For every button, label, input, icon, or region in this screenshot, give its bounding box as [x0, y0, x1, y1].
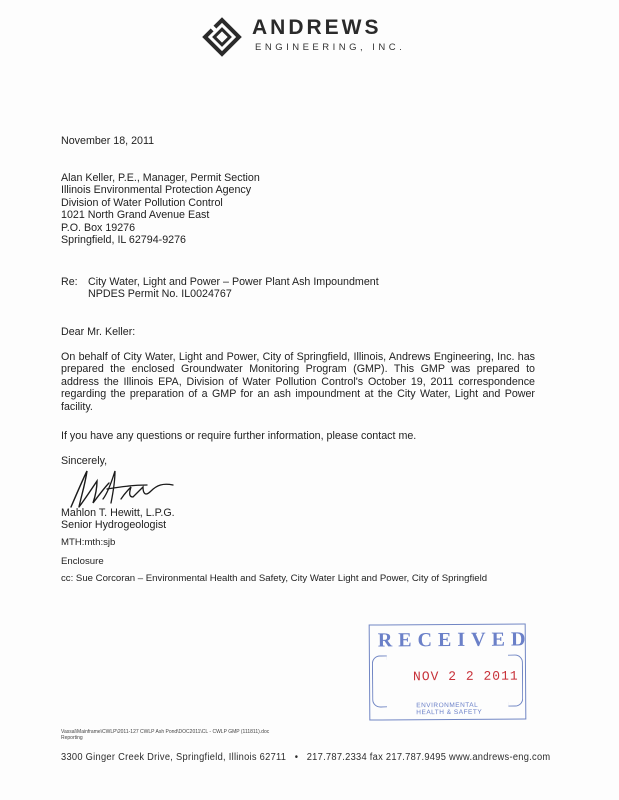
reference-initials: MTH:mth:sjb — [61, 537, 116, 548]
cc-line: cc: Sue Corcoran – Environmental Health and Safety, City Water Light and Power, City of Springfield — [61, 573, 488, 584]
footer-contact — [61, 752, 550, 763]
signer-name: Mahlon T. Hewitt, L.P.G. — [61, 507, 175, 519]
stamp-dept-line: HEALTH & SAFETY — [416, 708, 483, 717]
subject-block — [88, 276, 379, 301]
recipient-line: Springfield, IL 62794-9276 — [61, 234, 186, 247]
recipient-line: Alan Keller, P.E., Manager, Permit Section — [61, 172, 260, 184]
recipient-address — [61, 172, 260, 246]
permit-number: NPDES Permit No. IL0024767 — [88, 288, 232, 301]
subject-line: City Water, Light and Power – Power Plant Ash Impoundment — [88, 276, 379, 288]
stamp-dept-line: ENVIRONMENTAL — [416, 701, 479, 710]
stamp-heading: RECEIVED — [377, 628, 532, 652]
valediction: Sincerely, — [61, 455, 108, 467]
enclosure-note: Enclosure — [61, 556, 104, 567]
stamp-date: NOV 2 2 2011 — [412, 668, 519, 685]
re-label: Re: — [61, 276, 78, 288]
stamp-bracket-left — [372, 655, 387, 707]
signature-icon — [63, 463, 183, 513]
body-paragraph: On behalf of City Water, Light and Power, City of Springfield, Illinois, Andrews Engineering, Inc. has prepared the enclosed Groundwater Monitoring Program (GMP). This GMP was prepared to address the Illinois EPA, Division of Water Pollution Control's October 19, 2011 correspondence regarding the preparation of a GMP for an ash impoundment at the City Water, Light and Power facility. — [61, 351, 535, 413]
letter-date: November 18, 2011 — [61, 135, 155, 147]
footer-bullet: • — [294, 752, 299, 763]
salutation: Dear Mr. Keller: — [61, 326, 136, 338]
signer-title: Senior Hydrogeologist — [61, 519, 167, 532]
received-stamp — [369, 623, 532, 720]
file-path-line: Reporting — [61, 735, 83, 741]
recipient-line: 1021 North Grand Avenue East — [61, 209, 210, 222]
andrews-logo-icon — [199, 14, 245, 60]
company-name: ANDREWS — [252, 16, 382, 39]
recipient-line: Division of Water Pollution Control — [61, 196, 223, 209]
body-paragraph: If you have any questions or require further information, please contact me. — [61, 430, 417, 442]
footer-phone-web: 217.787.2334 fax 217.787.9495 www.andrews-eng.com — [306, 752, 551, 763]
signer-block — [61, 507, 175, 532]
stamp-department — [416, 702, 482, 716]
recipient-line: Illinois Environmental Protection Agency — [61, 184, 252, 197]
company-subtitle: ENGINEERING, INC. — [255, 42, 406, 53]
file-path-note — [61, 729, 269, 741]
recipient-line: P.O. Box 19276 — [61, 221, 136, 234]
file-path-line: Vassal\Mainframe\CWLP\2011-127 CWLP Ash Pond\DOC2011\CL - CWLP GMP (111811).doc — [61, 729, 270, 735]
footer-address: 3300 Ginger Creek Drive, Springfield, Illinois 62711 — [61, 752, 287, 763]
